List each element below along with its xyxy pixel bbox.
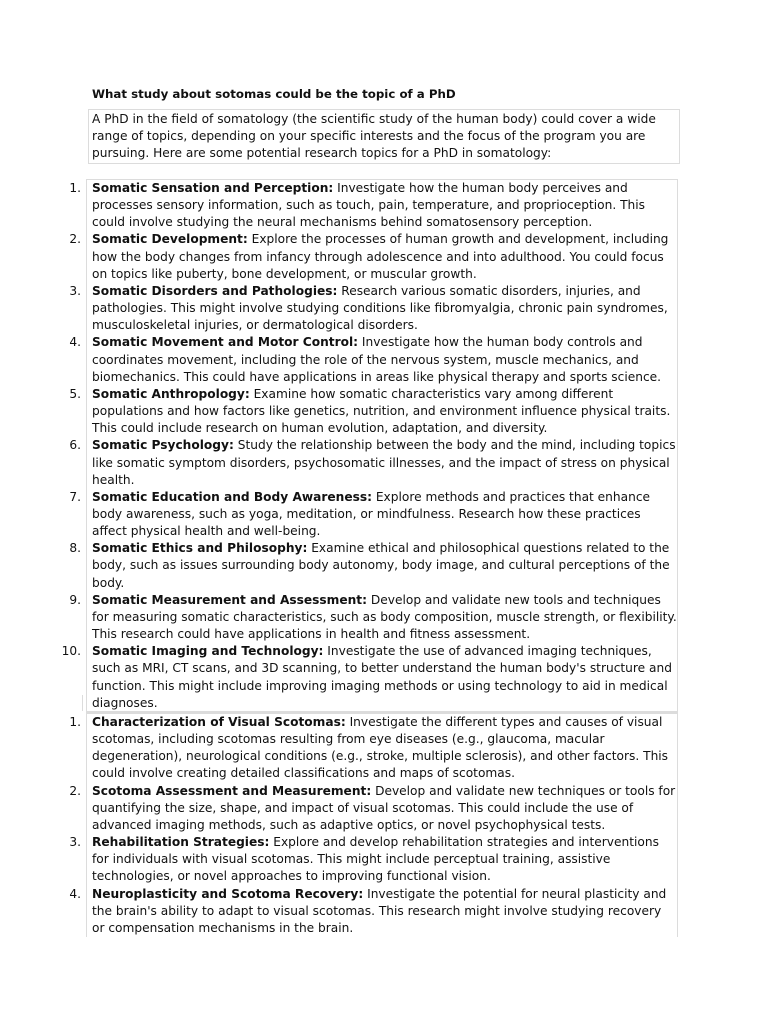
- list-item: [69, 714, 677, 783]
- item-text: Investigate how the human body controls and coordinates movement, including the role of the nervous system, muscle mechanics, and biomechanics. This could have applications in areas like physical therapy and sports science.: [92, 335, 662, 384]
- item-number: 4.: [69, 886, 81, 901]
- item-number: 7.: [69, 489, 81, 504]
- item-number: 4.: [69, 335, 81, 350]
- list-item: [69, 180, 677, 231]
- list-item: [69, 489, 677, 540]
- item-text: Explore methods and practices that enhance body awareness, such as yoga, meditation, or mindfulness. Research how these practices affect physical health and well-being.: [92, 489, 651, 539]
- item-text: Examine ethical and philosophical questions related to the body, such as issues surrounding body autonomy, body image, and cultural perceptions of the body.: [92, 541, 670, 590]
- item-title: Somatic Anthropology:: [92, 386, 250, 401]
- list-item: [69, 783, 677, 834]
- item-number: 1.: [69, 181, 81, 195]
- item-number: 10.: [61, 644, 81, 659]
- item-title: Somatic Education and Body Awareness:: [92, 489, 372, 504]
- item-number: 3.: [69, 283, 81, 298]
- item-text: Research various somatic disorders, injuries, and pathologies. This might involve studying conditions like fibromyalgia, chronic pain syndromes, musculoskeletal injuries, or dermatological disorders.: [92, 283, 668, 333]
- item-number: 1.: [69, 715, 81, 729]
- item-title: Somatic Ethics and Philosophy:: [92, 541, 308, 556]
- item-number: 6.: [69, 438, 81, 453]
- item-title: Somatic Movement and Motor Control:: [92, 335, 359, 350]
- item-text: Investigate the potential for neural plasticity and the brain's ability to adapt to visual scotomas. This research might involve studying recovery or compensation mechanisms in the brain.: [92, 886, 667, 935]
- somatology-topics-list: [61, 179, 678, 713]
- item-number: 5.: [69, 386, 81, 401]
- item-title: Somatic Psychology:: [92, 438, 234, 453]
- item-title: Somatic Imaging and Technology:: [92, 644, 324, 659]
- empty-table-cell: [66, 695, 83, 711]
- item-text: Develop and validate new tools and techniques for measuring somatic characteristics, such as body composition, muscle strength, or flexibility. This research could have applications in health and fitness assessment.: [92, 592, 677, 642]
- item-text: Explore the processes of human growth and development, including how the body changes from infancy through adolescence and into adulthood. You could focus on topics like puberty, bone development, or muscular growth.: [92, 232, 669, 281]
- list-item: [69, 283, 677, 334]
- list-item: [69, 592, 677, 643]
- item-title: Somatic Development:: [92, 232, 248, 247]
- item-title: Somatic Sensation and Perception:: [92, 181, 334, 195]
- item-text: Study the relationship between the body and the mind, including topics like somatic symptom disorders, psychosomatic illnesses, and the impact of stress on physical health.: [92, 438, 676, 487]
- intro-paragraph: A PhD in the field of somatology (the scientific study of the human body) could cover a wide range of topics, depending on your specific interests and the focus of the program you are pursuing. Here are some potential research topics for a PhD in somatology:: [88, 109, 680, 164]
- item-text: Investigate the different types and causes of visual scotomas, including scotomas resulting from eye diseases (e.g., glaucoma, macular degeneration), neurological conditions (e.g., stroke, multiple sclerosis), and other factors. This could involve creating detailed classifications and maps of scotomas.: [92, 715, 669, 781]
- list-item: [69, 437, 677, 488]
- item-title: Scotoma Assessment and Measurement:: [92, 783, 372, 798]
- list-item: [69, 231, 677, 282]
- item-text: Investigate how the human body perceives and processes sensory information, such as touch, pain, temperature, and proprioception. This could involve studying the neural mechanisms behind somatosensory perception.: [92, 181, 645, 230]
- item-number: 9.: [69, 592, 81, 607]
- item-text: Develop and validate new techniques or tools for quantifying the size, shape, and impact of visual scotomas. This could include the use of advanced imaging methods, such as adaptive optics, or novel psychophysical tests.: [92, 783, 676, 832]
- empty-table-row: [86, 695, 678, 712]
- item-text: Investigate the use of advanced imaging techniques, such as MRI, CT scans, and 3D scanning, to better understand the human body's structure and function. This might include improving imaging methods or using technology to aid in medical diagnoses.: [92, 644, 672, 710]
- item-number: 2.: [69, 232, 81, 247]
- item-text: Explore and develop rehabilitation strategies and interventions for individuals with visual scotomas. This might include perceptual training, assistive technologies, or novel approaches to improving functional vision.: [92, 835, 659, 884]
- list-item: [69, 386, 677, 437]
- item-title: Characterization of Visual Scotomas:: [92, 715, 346, 729]
- item-title: Somatic Measurement and Assessment:: [92, 592, 368, 607]
- item-title: Neuroplasticity and Scotoma Recovery:: [92, 886, 364, 901]
- item-number: 3.: [69, 835, 81, 850]
- list-item: [69, 540, 677, 591]
- list-item: [69, 886, 677, 937]
- item-text: Examine how somatic characteristics vary among different populations and how factors like genetics, nutrition, and environment influence physical traits. This could include research on human evolution, adaptation, and diversity.: [92, 386, 671, 436]
- item-title: Somatic Disorders and Pathologies:: [92, 283, 338, 298]
- document-heading: What study about sotomas could be the topic of a PhD: [92, 87, 456, 101]
- list-item: [69, 334, 677, 385]
- item-number: 8.: [69, 541, 81, 556]
- list-item: [69, 834, 677, 885]
- item-number: 2.: [69, 783, 81, 798]
- scotoma-topics-list: [69, 713, 678, 937]
- item-title: Rehabilitation Strategies:: [92, 835, 270, 850]
